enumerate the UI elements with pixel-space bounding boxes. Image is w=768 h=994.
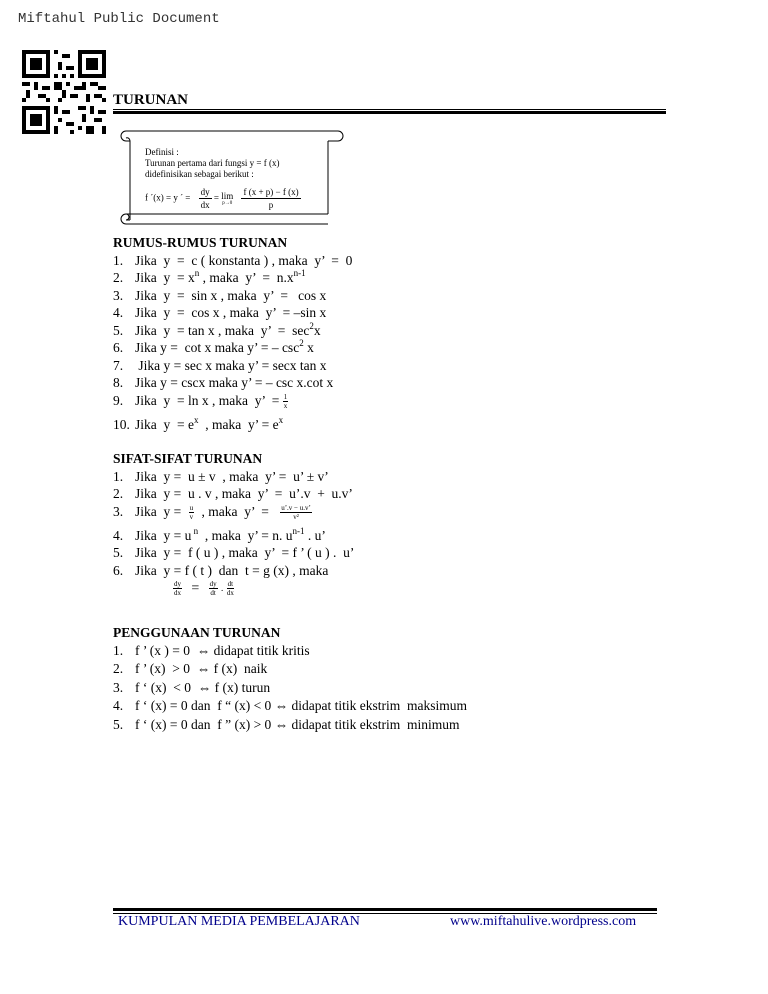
limit-subscript: p→0 <box>222 200 233 206</box>
list-item: 6. Jika y = f ( t ) dan t = g (x) , maka <box>113 562 329 578</box>
list-item: 3. Jika y = $\frac{u}{v}$ , maka y’ = $\frac{u’.v - u.v’}{\text{v²}}$ <box>113 503 311 521</box>
definition-label: Definisi : <box>145 147 179 157</box>
footer-website-link[interactable]: www.miftahulive.wordpress.com <box>450 914 637 929</box>
list-item: 2. Jika y = u . v , maka y’ = u’.v + u.v’ <box>113 486 353 501</box>
fraction-numerator: dy <box>200 187 210 197</box>
title-rule-thick <box>113 111 666 114</box>
list-item: 2. f ’ (x) > 0 ⇔ f (x) naik <box>113 661 268 676</box>
list-item: 8. Jika y = cscx maka y’ = – csc x.cot x <box>113 375 334 390</box>
list-item: 1. f ’ (x ) = 0 ⇔ didapat titik kritis <box>113 642 310 658</box>
footer-rule-thick <box>113 908 657 911</box>
fraction-denominator: p <box>268 200 274 210</box>
list-item: 9. Jika y = ln x , maka y’ = $\frac{1}{x}$ <box>113 392 288 410</box>
limit-label: lim <box>221 190 234 201</box>
fraction-denominator: dx <box>200 200 210 210</box>
section-heading: RUMUS-RUMUS TURUNAN <box>113 235 288 250</box>
list-item: 4. f ‘ (x) = 0 dan f “ (x) < 0 ⇔ didapat titik ekstrim maksimum <box>113 698 468 713</box>
footer-publication-name: KUMPULAN MEDIA PEMBELAJARAN <box>118 914 360 929</box>
limit <box>221 191 233 207</box>
definition-text <box>145 147 279 180</box>
list-item: 10. Jika $y = e^x$ , maka y’ = $e^x$ <box>113 414 284 432</box>
equals-sign: = <box>213 192 219 203</box>
section-heading: SIFAT-SIFAT TURUNAN <box>113 451 263 466</box>
section-heading: PENGGUNAAN TURUNAN <box>113 625 281 640</box>
qr-code-icon <box>22 50 106 134</box>
definition-line: Turunan pertama dari fungsi y = f (x) <box>145 158 280 168</box>
list-item: 1. Jika y = c ( konstanta ) , maka y’ = 0 <box>113 252 353 268</box>
section-penggunaan-turunan <box>113 624 467 734</box>
page-title: TURUNAN <box>113 92 188 108</box>
list-item: 1. Jika y = u ± v , maka y’ = u’ ± v’ <box>113 468 329 484</box>
list-item: 2. Jika $y = x^n$ , maka y’ = $n.x^{n-1}$ <box>113 268 306 285</box>
chain-rule-formula: $\frac{dy}{dx}$ = $\frac{dy}{dt}$ . $\frac{dt}{dx}$ <box>174 580 234 598</box>
difference-quotient-fraction <box>241 186 300 211</box>
dy-dx-fraction <box>199 186 212 211</box>
list-item: 4. Jika y = u $^n$ , maka y’ = n. $u^{n-1}$ . u’ <box>113 525 326 543</box>
list-item: 3. Jika y = sin x , maka y’ = cos x <box>113 287 327 303</box>
list-item: 5. Jika y = tan x , maka y’ = $\sec^2x$ <box>113 320 321 338</box>
list-item: 4. Jika y = cos x , maka y’ = –sin x <box>113 305 327 320</box>
section-sifat-turunan <box>113 450 354 603</box>
list-item: 3. f ‘ (x) < 0 ⇔ f (x) turun <box>113 679 271 695</box>
list-item: 5. Jika y = f ( u ) , maka y’ = f ’ ( u ) . u’ <box>113 545 355 560</box>
section-rumus-turunan <box>113 234 352 433</box>
fraction-numerator: f (x + p) − f (x) <box>243 187 299 197</box>
list-item: 7. Jika y = sec x maka y’ = secx tan x <box>113 357 327 373</box>
definition-line: didefinisikan sebagai berikut : <box>145 169 254 179</box>
list-item: 5. f ‘ (x) = 0 dan f ” (x) > 0 ⇔ didapat titik ekstrim minimum <box>113 716 460 732</box>
derivative-definition-formula <box>145 186 301 211</box>
title-rule-thin <box>113 109 666 110</box>
formula-lhs: f ´(x) = y ´ = <box>145 192 191 203</box>
watermark: Miftahul Public Document <box>18 11 220 27</box>
list-item: 6. Jika y = cot x maka y’ = – $\csc^2 x$ <box>113 338 314 355</box>
